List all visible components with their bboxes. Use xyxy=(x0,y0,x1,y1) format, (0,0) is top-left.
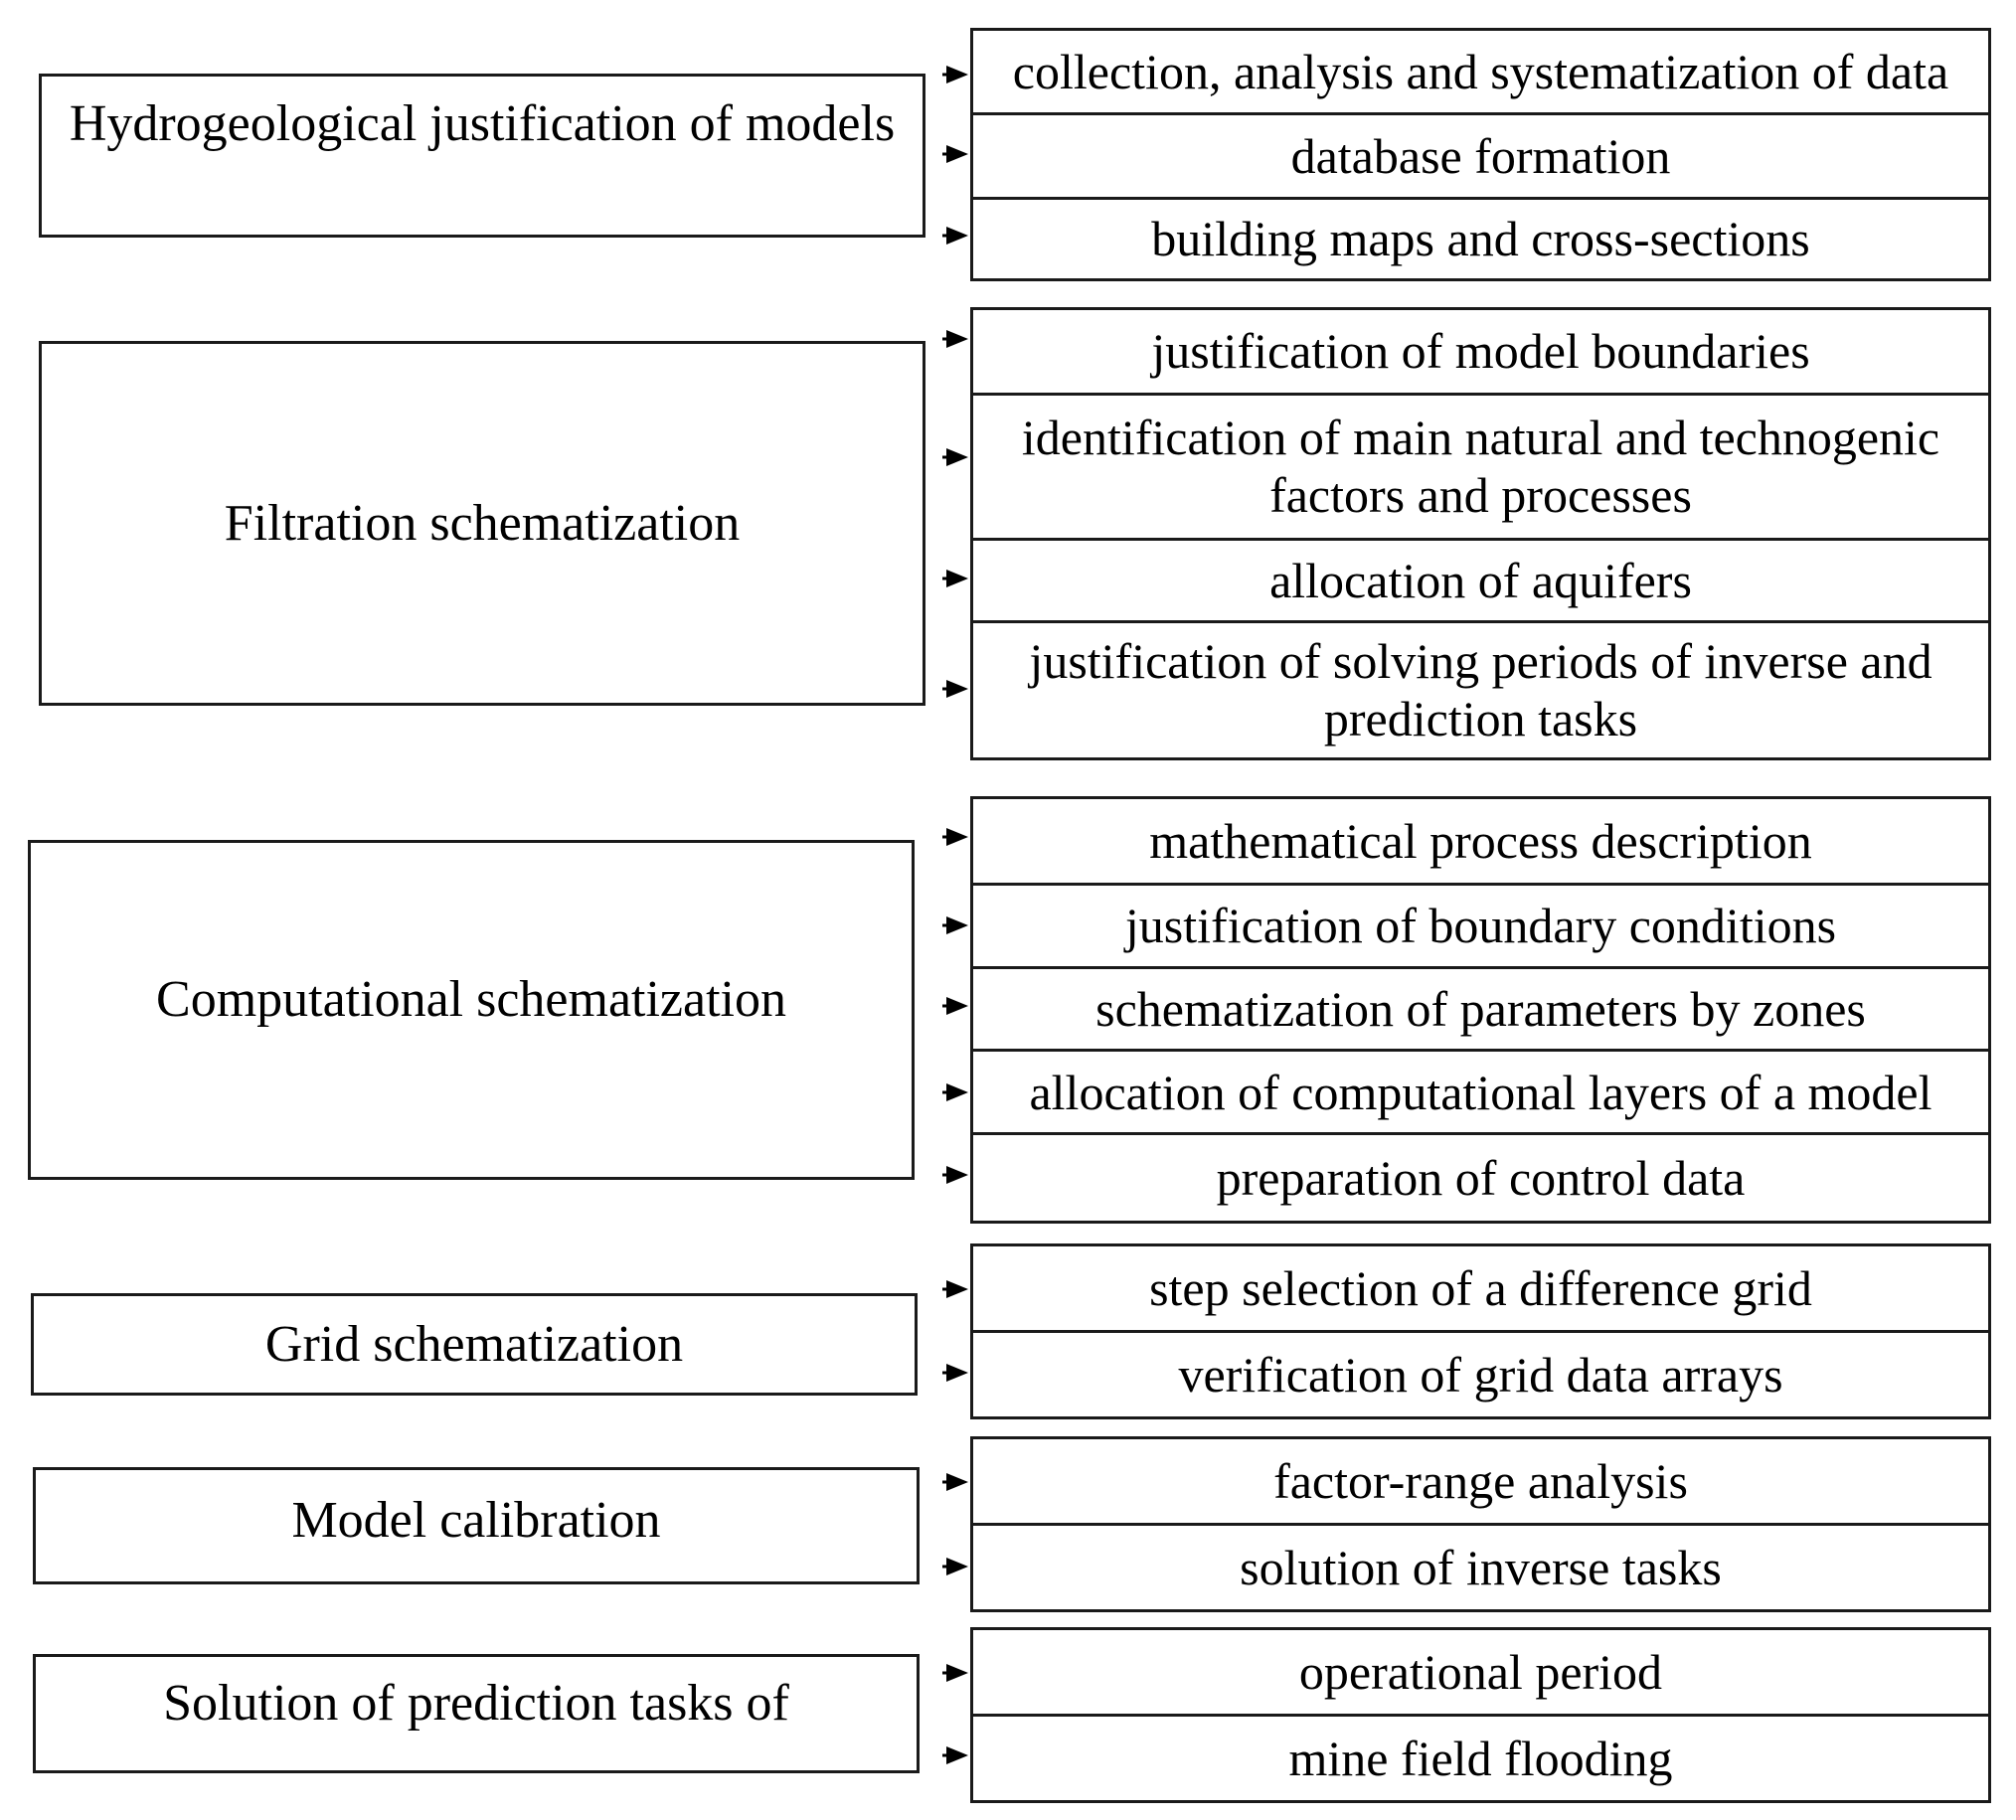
group-3-item-3: schematization of parameters by zones xyxy=(973,966,1988,1050)
group-1-item-3: building maps and cross-sections xyxy=(973,197,1988,278)
group-4-label: Grid schematization xyxy=(264,1315,684,1373)
group-1-item-1: collection, analysis and systematization of data xyxy=(1012,43,1949,99)
group-5-item-2: solution of inverse tasks xyxy=(973,1523,1988,1609)
group-5-item-1: factor-range analysis xyxy=(1273,1453,1688,1509)
group-6-item-1: operational period xyxy=(1298,1644,1663,1700)
group-3-item-1: mathematical process description xyxy=(1149,812,1812,869)
group-5-label: Model calibration xyxy=(291,1492,661,1549)
group-1-label: Hydrogeological justification of models xyxy=(69,95,896,152)
group-2-item-4: justification of solving periods of inverse and prediction tasks xyxy=(973,620,1988,757)
group-2-item-2: identification of main natural and technogenic factors and processes xyxy=(973,393,1988,538)
group-1-item-2: database formation xyxy=(973,112,1988,197)
group-2-label: Filtration schematization xyxy=(224,494,741,552)
group-3-item-2: justification of boundary conditions xyxy=(973,883,1988,966)
group-6-label: Solution of prediction tasks of xyxy=(163,1675,789,1732)
group-2-item-1: justification of model boundaries xyxy=(1151,323,1810,380)
group-2-item-3: allocation of aquifers xyxy=(973,538,1988,620)
group-3-item-5: preparation of control data xyxy=(973,1132,1988,1221)
group-4-item-1: step selection of a difference grid xyxy=(1149,1260,1812,1316)
group-3-item-4: allocation of computational layers of a model xyxy=(973,1049,1988,1132)
group-6-item-2: mine field flooding xyxy=(973,1714,1988,1800)
group-4-item-2: verification of grid data arrays xyxy=(973,1330,1988,1416)
group-3-label: Computational schematization xyxy=(156,971,786,1028)
